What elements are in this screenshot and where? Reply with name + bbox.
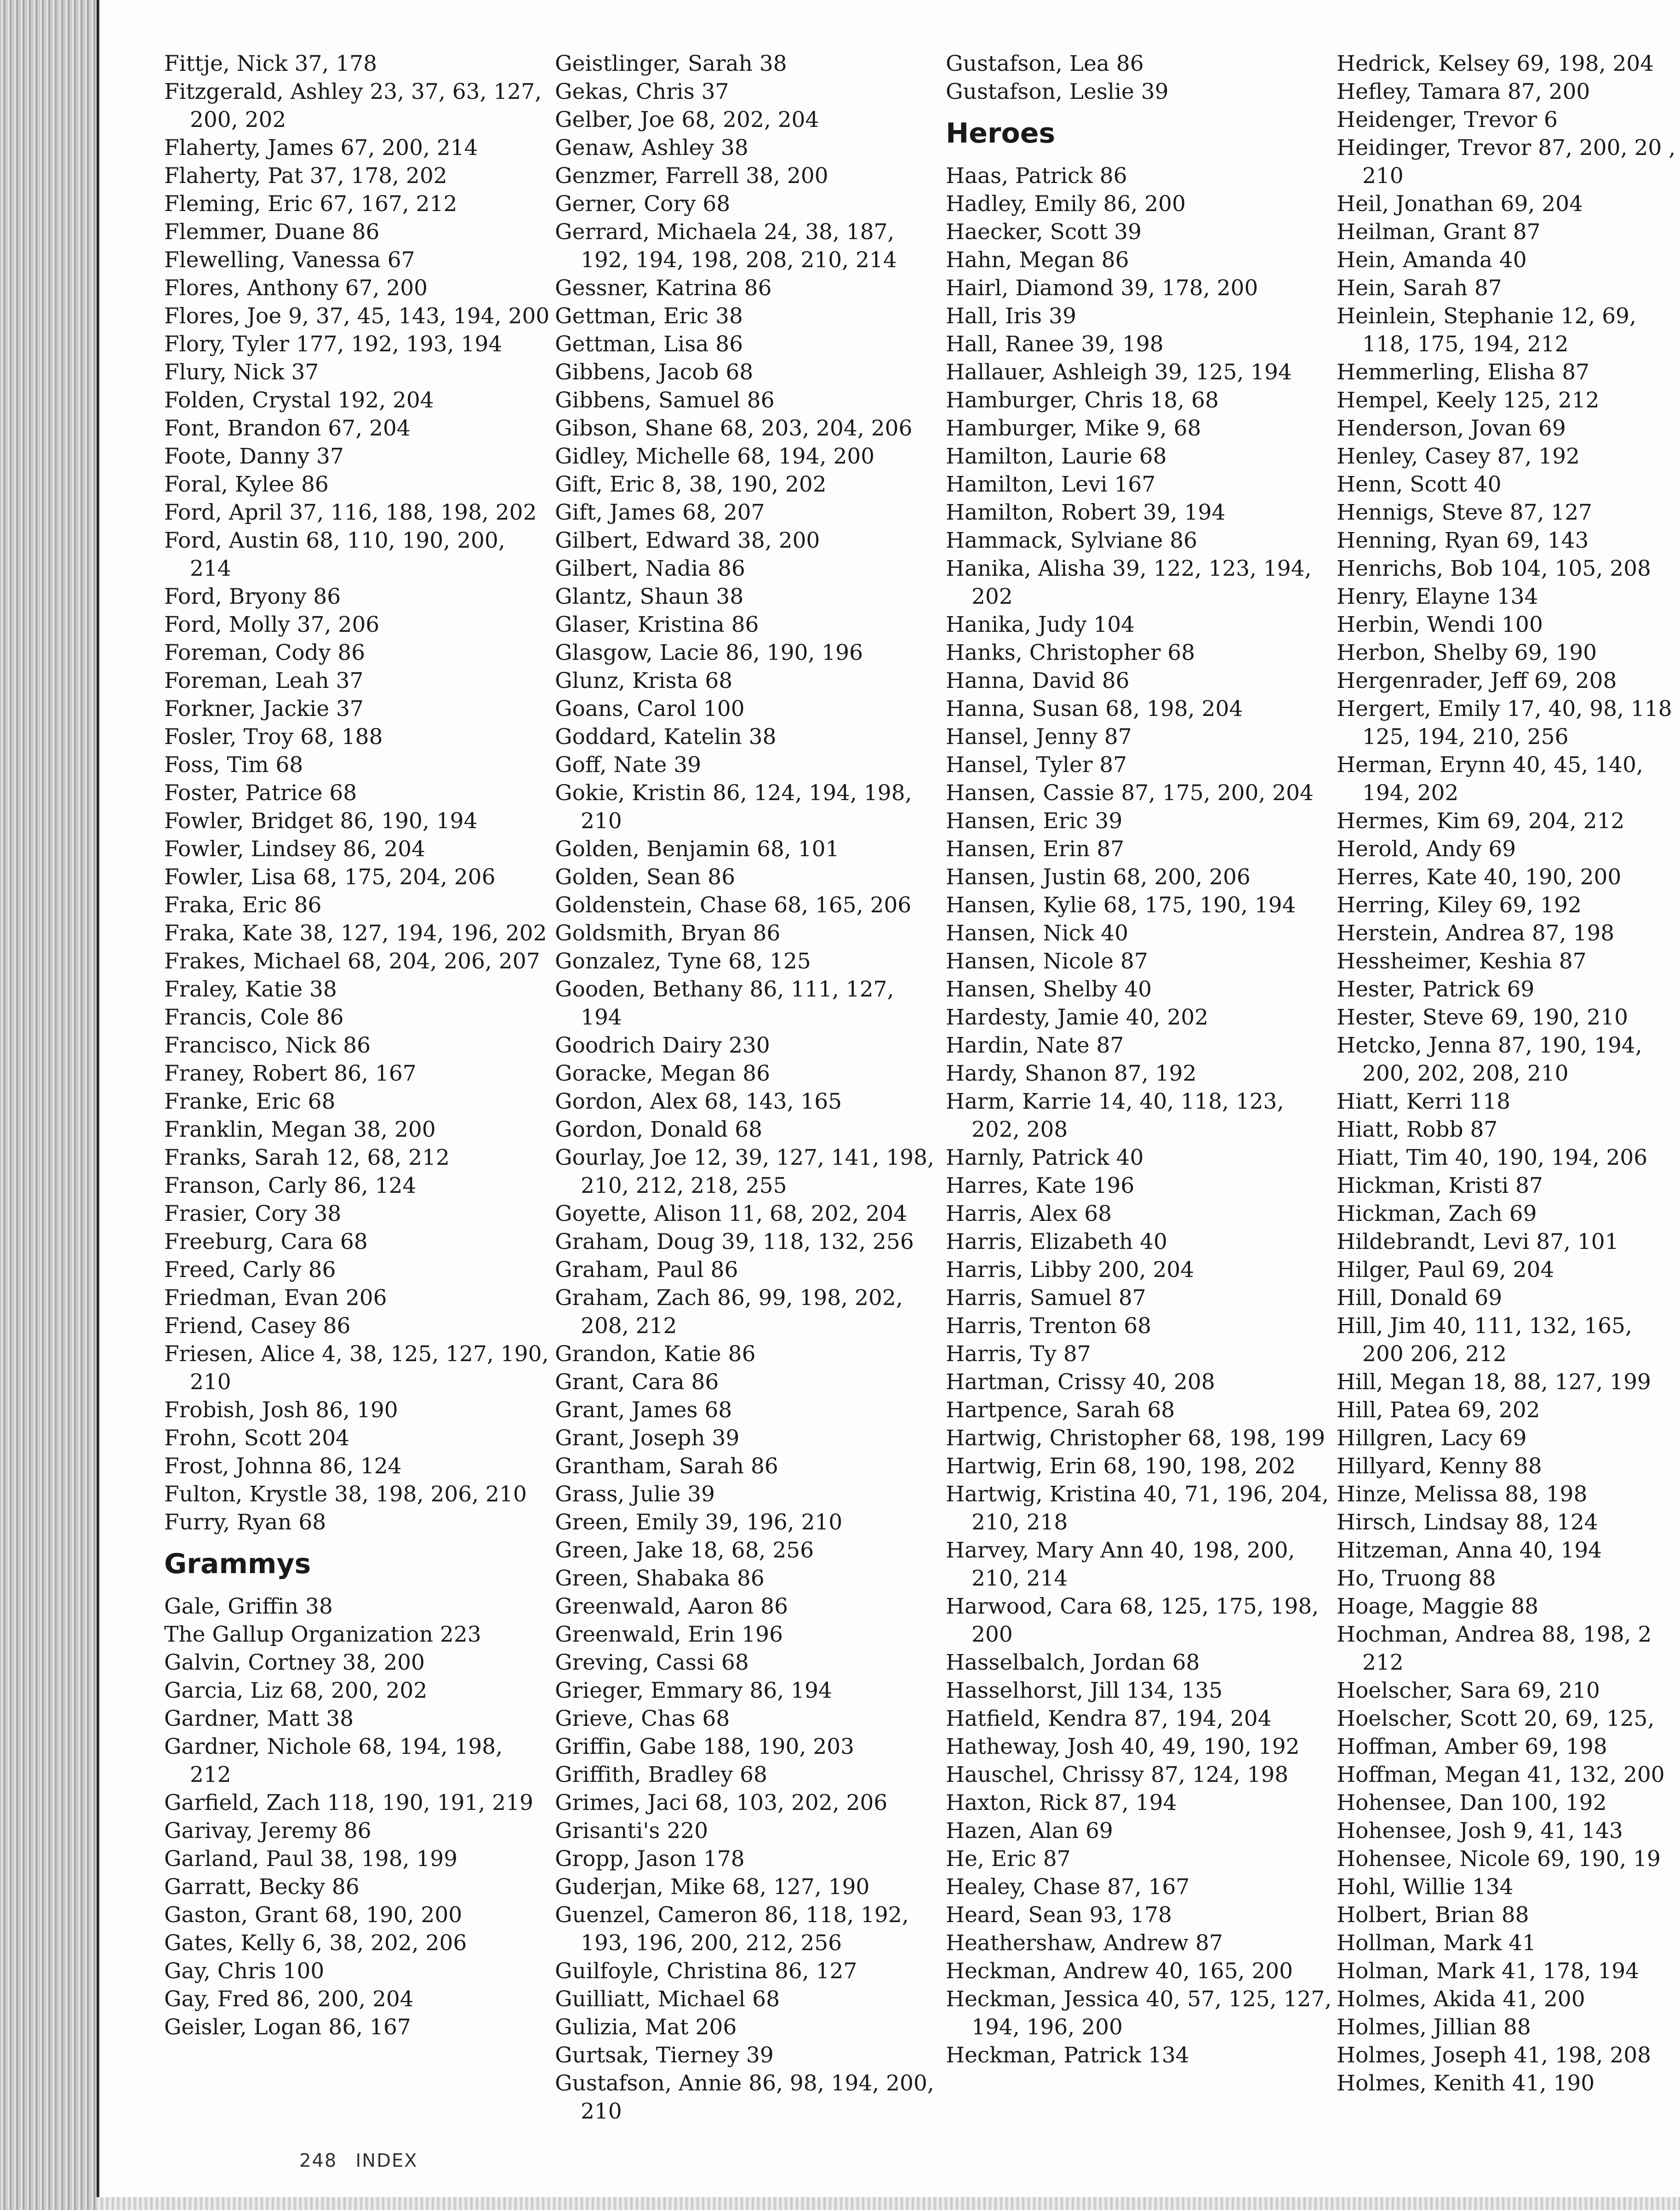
index-entry: Hansel, Jenny 87 (946, 724, 1132, 750)
index-entry: Heidinger, Trevor 87, 200, 20 , 210 (1337, 135, 1676, 189)
index-entry: Gibbens, Jacob 68 (555, 360, 754, 385)
index-entry: Hedrick, Kelsey 69, 198, 204 (1337, 51, 1654, 76)
index-entry: Henry, Elayne 134 (1337, 584, 1538, 609)
index-entry: Gustafson, Annie 86, 98, 194, 200, 210 (555, 2071, 934, 2124)
index-entry: Flory, Tyler 177, 192, 193, 194 (164, 332, 503, 357)
index-entry: Herstein, Andrea 87, 198 (1337, 921, 1615, 946)
index-entry: Frohn, Scott 204 (164, 1426, 350, 1451)
index-entry: Hempel, Keely 125, 212 (1337, 388, 1600, 413)
index-entry: Hansen, Shelby 40 (946, 977, 1152, 1002)
index-entry: Hohl, Willie 134 (1337, 1874, 1514, 1900)
index-entry: Haxton, Rick 87, 194 (946, 1790, 1177, 1815)
index-entry: Grieve, Chas 68 (555, 1706, 730, 1731)
index-entry: Hiatt, Tim 40, 190, 194, 206 (1337, 1145, 1648, 1170)
index-entry: Hoelscher, Sara 69, 210 (1337, 1678, 1600, 1703)
index-entry: Hermes, Kim 69, 204, 212 (1337, 808, 1625, 834)
index-entry: Friesen, Alice 4, 38, 125, 127, 190, 210 (164, 1341, 549, 1395)
index-entry: Gourlay, Joe 12, 39, 127, 141, 198, 210, 212, 218, 255 (555, 1145, 934, 1198)
index-entry: Hester, Patrick 69 (1337, 977, 1535, 1002)
index-entry: Foral, Kylee 86 (164, 472, 329, 497)
index-entry: Frobish, Josh 86, 190 (164, 1397, 398, 1423)
index-entry: Hillyard, Kenny 88 (1337, 1454, 1542, 1479)
index-entry: Geistlinger, Sarah 38 (555, 51, 787, 76)
index-entry: Herold, Andy 69 (1337, 836, 1516, 862)
index-entry: Harwood, Cara 68, 125, 175, 198, 200 (946, 1594, 1319, 1647)
page-edge (97, 2197, 1680, 2210)
index-entry: Goodrich Dairy 230 (555, 1033, 770, 1058)
index-entry: Harres, Kate 196 (946, 1173, 1135, 1198)
index-entry: Hartwig, Christopher 68, 198, 199 (946, 1426, 1326, 1451)
index-entry: Griffin, Gabe 188, 190, 203 (555, 1734, 854, 1759)
index-entry: Goldsmith, Bryan 86 (555, 921, 781, 946)
index-entry: Goyette, Alison 11, 68, 202, 204 (555, 1201, 907, 1226)
index-entry: Hein, Sarah 87 (1337, 275, 1502, 301)
index-entry: Gettman, Lisa 86 (555, 332, 743, 357)
index-entry: Hamburger, Chris 18, 68 (946, 388, 1219, 413)
index-entry: Greenwald, Erin 196 (555, 1622, 783, 1647)
index-entry: Hatheway, Josh 40, 49, 190, 192 (946, 1734, 1300, 1759)
index-entry: Freed, Carly 86 (164, 1257, 336, 1282)
index-entry: Gulizia, Mat 206 (555, 2015, 737, 2040)
index-entry: Fowler, Bridget 86, 190, 194 (164, 808, 478, 834)
index-entry: Fittje, Nick 37, 178 (164, 51, 377, 76)
index-entry: Hardin, Nate 87 (946, 1033, 1124, 1058)
index-entry: Gardner, Matt 38 (164, 1706, 354, 1731)
index-entry: Harm, Karrie 14, 40, 118, 123, 202, 208 (946, 1089, 1284, 1142)
index-entry: Hardy, Shanon 87, 192 (946, 1061, 1197, 1086)
index-entry: Flores, Anthony 67, 200 (164, 275, 428, 301)
index-entry: Haas, Patrick 86 (946, 163, 1127, 189)
index-entry: Guderjan, Mike 68, 127, 190 (555, 1874, 870, 1900)
index-entry: Heidenger, Trevor 6 (1337, 107, 1558, 132)
index-entry: Golden, Sean 86 (555, 865, 735, 890)
index-entry: Gekas, Chris 37 (555, 79, 729, 104)
index-entry: Franks, Sarah 12, 68, 212 (164, 1145, 450, 1170)
index-entry: Harris, Alex 68 (946, 1201, 1112, 1226)
index-entry: Harris, Samuel 87 (946, 1285, 1146, 1311)
index-entry: Hamilton, Levi 167 (946, 472, 1156, 497)
index-page (99, 0, 1680, 2197)
index-entry: Gustafson, Lea 86 (946, 51, 1144, 76)
index-entry: Flaherty, James 67, 200, 214 (164, 135, 478, 160)
index-column-1 (164, 50, 550, 2041)
index-entry: Haecker, Scott 39 (946, 219, 1142, 245)
index-entry: Hill, Patea 69, 202 (1337, 1397, 1540, 1423)
index-entry: Foss, Tim 68 (164, 752, 303, 778)
index-entry: Hartpence, Sarah 68 (946, 1397, 1175, 1423)
index-entry: Francis, Cole 86 (164, 1005, 344, 1030)
index-entry: Heckman, Patrick 134 (946, 2043, 1189, 2068)
index-entry: Herres, Kate 40, 190, 200 (1337, 865, 1622, 890)
index-entry: Flemmer, Duane 86 (164, 219, 380, 245)
index-entry: Hanika, Judy 104 (946, 612, 1135, 637)
index-entry: He, Eric 87 (946, 1846, 1071, 1872)
index-entry: Gibson, Shane 68, 203, 204, 206 (555, 416, 913, 441)
index-entry: Henning, Ryan 69, 143 (1337, 528, 1589, 553)
index-entry: Hetcko, Jenna 87, 190, 194, 200, 202, 208, 210 (1337, 1033, 1642, 1086)
index-entry: Hochman, Andrea 88, 198, 2 212 (1337, 1622, 1652, 1675)
index-entry: Hahn, Megan 86 (946, 247, 1129, 273)
index-entry: Hitzeman, Anna 40, 194 (1337, 1538, 1602, 1563)
index-entry: Hanks, Christopher 68 (946, 640, 1195, 665)
index-entry: Fitzgerald, Ashley 23, 37, 63, 127, 200, 202 (164, 79, 542, 132)
index-entry: Garivay, Jeremy 86 (164, 1818, 371, 1844)
index-entry: Franson, Carly 86, 124 (164, 1173, 417, 1198)
index-entry: Heinlein, Stephanie 12, 69, 118, 175, 194, 212 (1337, 303, 1636, 357)
index-entry: Folden, Crystal 192, 204 (164, 388, 434, 413)
index-entry: Harnly, Patrick 40 (946, 1145, 1144, 1170)
index-entry: Holbert, Brian 88 (1337, 1902, 1529, 1928)
index-entry: Glunz, Krista 68 (555, 668, 733, 693)
index-entry: Hall, Iris 39 (946, 303, 1076, 329)
index-entry: Gilbert, Edward 38, 200 (555, 528, 820, 553)
index-entry: Herbon, Shelby 69, 190 (1337, 640, 1597, 665)
index-entry: Hanna, David 86 (946, 668, 1130, 693)
index-entry: Flores, Joe 9, 37, 45, 143, 194, 200 (164, 303, 550, 329)
index-entry: Green, Emily 39, 196, 210 (555, 1510, 843, 1535)
index-entry: Hansen, Cassie 87, 175, 200, 204 (946, 780, 1314, 806)
index-entry: Gropp, Jason 178 (555, 1846, 745, 1872)
index-entry: Geisler, Logan 86, 167 (164, 2015, 411, 2040)
index-entry: Herring, Kiley 69, 192 (1337, 893, 1582, 918)
index-entry: Hohensee, Josh 9, 41, 143 (1337, 1818, 1623, 1844)
index-entry: Graham, Paul 86 (555, 1257, 738, 1282)
index-entry: Hansen, Erin 87 (946, 836, 1125, 862)
index-entry: Hansen, Kylie 68, 175, 190, 194 (946, 893, 1296, 918)
index-entry: Hein, Amanda 40 (1337, 247, 1527, 273)
index-entry: Hazen, Alan 69 (946, 1818, 1113, 1844)
index-entry: Hickman, Kristi 87 (1337, 1173, 1543, 1198)
index-entry: Garratt, Becky 86 (164, 1874, 360, 1900)
page-footer (299, 2150, 436, 2171)
index-entry: Grant, Joseph 39 (555, 1426, 740, 1451)
index-entry: Glantz, Shaun 38 (555, 584, 744, 609)
index-entry: Gibbens, Samuel 86 (555, 388, 775, 413)
index-entry: Friedman, Evan 206 (164, 1285, 387, 1311)
index-entry: Hessheimer, Keshia 87 (1337, 949, 1587, 974)
index-entry: Holmes, Jillian 88 (1337, 2015, 1531, 2040)
index-entry: Goans, Carol 100 (555, 696, 745, 721)
index-entry: Hardesty, Jamie 40, 202 (946, 1005, 1209, 1030)
index-entry: Holmes, Akida 41, 200 (1337, 1987, 1585, 2012)
index-entry: Hildebrandt, Levi 87, 101 (1337, 1229, 1619, 1254)
index-entry: Grass, Julie 39 (555, 1482, 715, 1507)
index-entry: Hergenrader, Jeff 69, 208 (1337, 668, 1617, 693)
index-entry: Ford, April 37, 116, 188, 198, 202 (164, 500, 537, 525)
index-entry: Hohensee, Dan 100, 192 (1337, 1790, 1607, 1815)
index-entry: Gardner, Nichole 68, 194, 198, 212 (164, 1734, 503, 1787)
index-entry: Healey, Chase 87, 167 (946, 1874, 1190, 1900)
index-entry: Grantham, Sarah 86 (555, 1454, 778, 1479)
index-entry: Flewelling, Vanessa 67 (164, 247, 415, 273)
index-entry: Gay, Chris 100 (164, 1958, 325, 1984)
index-entry: Hollman, Mark 41 (1337, 1930, 1536, 1956)
index-entry: Harris, Trenton 68 (946, 1313, 1152, 1339)
index-entry: Hickman, Zach 69 (1337, 1201, 1537, 1226)
index-entry: Hoffman, Megan 41, 132, 200 (1337, 1762, 1665, 1787)
index-entry: Hansel, Tyler 87 (946, 752, 1127, 778)
index-entry: Fleming, Eric 67, 167, 212 (164, 191, 457, 217)
index-entry: Hall, Ranee 39, 198 (946, 332, 1164, 357)
index-entry: Fowler, Lisa 68, 175, 204, 206 (164, 865, 496, 890)
index-column-4 (1337, 50, 1677, 2097)
index-entry: Gale, Griffin 38 (164, 1594, 333, 1619)
index-entry: Hillgren, Lacy 69 (1337, 1426, 1527, 1451)
index-column-2 (555, 50, 941, 2125)
index-entry: Hoffman, Amber 69, 198 (1337, 1734, 1607, 1759)
index-entry: Herman, Erynn 40, 45, 140, 194, 202 (1337, 752, 1643, 806)
index-entry: Gift, Eric 8, 38, 190, 202 (555, 472, 827, 497)
index-entry: Flaherty, Pat 37, 178, 202 (164, 163, 447, 189)
index-entry: Glaser, Kristina 86 (555, 612, 759, 637)
index-entry: Hiatt, Robb 87 (1337, 1117, 1498, 1142)
index-entry: Grimes, Jaci 68, 103, 202, 206 (555, 1790, 888, 1815)
index-entry: Franke, Eric 68 (164, 1089, 336, 1114)
index-entry: Hanika, Alisha 39, 122, 123, 194, 202 (946, 556, 1312, 609)
index-entry: Forkner, Jackie 37 (164, 696, 364, 721)
index-entry: Hiatt, Kerri 118 (1337, 1089, 1510, 1114)
index-entry: Green, Shabaka 86 (555, 1566, 765, 1591)
index-entry: Foreman, Cody 86 (164, 640, 365, 665)
index-entry: Harris, Elizabeth 40 (946, 1229, 1167, 1254)
section-heading: Grammys (164, 1548, 311, 1580)
index-entry: Garland, Paul 38, 198, 199 (164, 1846, 458, 1872)
index-entry: Fowler, Lindsey 86, 204 (164, 836, 426, 862)
index-entry: Golden, Benjamin 68, 101 (555, 836, 840, 862)
section-heading: Heroes (946, 117, 1056, 149)
index-entry: Gettman, Eric 38 (555, 303, 743, 329)
index-entry: Hilger, Paul 69, 204 (1337, 1257, 1554, 1282)
index-entry: Fosler, Troy 68, 188 (164, 724, 383, 750)
index-entry: Goldenstein, Chase 68, 165, 206 (555, 893, 912, 918)
index-entry: Gustafson, Leslie 39 (946, 79, 1169, 104)
index-entry: Grisanti's 220 (555, 1818, 709, 1844)
index-entry: Hester, Steve 69, 190, 210 (1337, 1005, 1628, 1030)
index-entry: Freeburg, Cara 68 (164, 1229, 368, 1254)
index-entry: Hennigs, Steve 87, 127 (1337, 500, 1593, 525)
index-entry: Hansen, Nicole 87 (946, 949, 1148, 974)
index-entry: Hamilton, Laurie 68 (946, 444, 1167, 469)
index-entry: Fulton, Krystle 38, 198, 206, 210 (164, 1482, 527, 1507)
index-entry: Franey, Robert 86, 167 (164, 1061, 417, 1086)
index-entry: Hartman, Crissy 40, 208 (946, 1369, 1215, 1395)
index-entry: Green, Jake 18, 68, 256 (555, 1538, 814, 1563)
index-entry: Guilliatt, Michael 68 (555, 1987, 780, 2012)
index-entry: Hemmerling, Elisha 87 (1337, 360, 1590, 385)
index-entry: Hasselbalch, Jordan 68 (946, 1650, 1200, 1675)
index-entry: Heckman, Jessica 40, 57, 125, 127, 194, 196, 200 (946, 1987, 1332, 2040)
index-entry: Hirsch, Lindsay 88, 124 (1337, 1510, 1598, 1535)
index-entry: Genaw, Ashley 38 (555, 135, 749, 160)
index-entry: Heard, Sean 93, 178 (946, 1902, 1172, 1928)
index-entry: Friend, Casey 86 (164, 1313, 351, 1339)
index-entry: Gordon, Donald 68 (555, 1117, 762, 1142)
page-number: 248 (299, 2150, 337, 2171)
index-entry: Hansen, Eric 39 (946, 808, 1123, 834)
index-entry: Hadley, Emily 86, 200 (946, 191, 1186, 217)
index-entry: Garcia, Liz 68, 200, 202 (164, 1678, 428, 1703)
index-entry: Ford, Molly 37, 206 (164, 612, 380, 637)
index-entry: Heilman, Grant 87 (1337, 219, 1541, 245)
index-entry: Galvin, Cortney 38, 200 (164, 1650, 425, 1675)
index-entry: Franklin, Megan 38, 200 (164, 1117, 436, 1142)
index-entry: Goff, Nate 39 (555, 752, 702, 778)
index-entry: Greenwald, Aaron 86 (555, 1594, 788, 1619)
index-entry: Hill, Donald 69 (1337, 1285, 1503, 1311)
index-entry: Gidley, Michelle 68, 194, 200 (555, 444, 875, 469)
index-entry: Griffith, Bradley 68 (555, 1762, 767, 1787)
index-entry: Hamilton, Robert 39, 194 (946, 500, 1226, 525)
index-entry: Herbin, Wendi 100 (1337, 612, 1543, 637)
index-entry: Fraley, Katie 38 (164, 977, 337, 1002)
index-entry: Grant, Cara 86 (555, 1369, 719, 1395)
index-entry: Gift, James 68, 207 (555, 500, 765, 525)
index-entry: Heil, Jonathan 69, 204 (1337, 191, 1583, 217)
index-entry: Gelber, Joe 68, 202, 204 (555, 107, 819, 132)
index-entry: Greving, Cassi 68 (555, 1650, 749, 1675)
index-entry: Harvey, Mary Ann 40, 198, 200, 210, 214 (946, 1538, 1295, 1591)
index-entry: Henderson, Jovan 69 (1337, 416, 1566, 441)
index-entry: Hatfield, Kendra 87, 194, 204 (946, 1706, 1272, 1731)
index-entry: Gurtsak, Tierney 39 (555, 2043, 774, 2068)
index-entry: Gessner, Katrina 86 (555, 275, 772, 301)
index-entry: Hallauer, Ashleigh 39, 125, 194 (946, 360, 1292, 385)
index-entry: Fraka, Kate 38, 127, 194, 196, 202 (164, 921, 547, 946)
index-entry: Gay, Fred 86, 200, 204 (164, 1987, 414, 2012)
index-entry: Hoelscher, Scott 20, 69, 125, (1337, 1706, 1655, 1731)
index-entry: Heathershaw, Andrew 87 (946, 1930, 1223, 1956)
index-entry: Francisco, Nick 86 (164, 1033, 371, 1058)
index-entry: Hartwig, Kristina 40, 71, 196, 204, 210, 218 (946, 1482, 1329, 1535)
index-entry: Gokie, Kristin 86, 124, 194, 198, 210 (555, 780, 912, 834)
index-entry: Hinze, Melissa 88, 198 (1337, 1482, 1588, 1507)
index-entry: Holman, Mark 41, 178, 194 (1337, 1958, 1640, 1984)
index-entry: Henn, Scott 40 (1337, 472, 1502, 497)
index-entry: Hohensee, Nicole 69, 190, 19 (1337, 1846, 1661, 1872)
index-entry: Hill, Megan 18, 88, 127, 199 (1337, 1369, 1651, 1395)
index-entry: Holmes, Joseph 41, 198, 208 (1337, 2043, 1651, 2068)
index-entry: Gaston, Grant 68, 190, 200 (164, 1902, 463, 1928)
index-entry: Ford, Bryony 86 (164, 584, 341, 609)
index-column-3 (946, 50, 1332, 2069)
index-entry: Hamburger, Mike 9, 68 (946, 416, 1201, 441)
index-entry: Furry, Ryan 68 (164, 1510, 326, 1535)
index-entry: Guilfoyle, Christina 86, 127 (555, 1958, 857, 1984)
index-entry: Hansen, Justin 68, 200, 206 (946, 865, 1251, 890)
index-entry: Glasgow, Lacie 86, 190, 196 (555, 640, 863, 665)
index-entry: Grieger, Emmary 86, 194 (555, 1678, 832, 1703)
index-entry: Harris, Ty 87 (946, 1341, 1091, 1367)
index-entry: Ho, Truong 88 (1337, 1566, 1496, 1591)
book-binding (0, 0, 99, 2210)
index-entry: Hanna, Susan 68, 198, 204 (946, 696, 1243, 721)
index-entry: Hauschel, Chrissy 87, 124, 198 (946, 1762, 1289, 1787)
index-entry: Holmes, Kenith 41, 190 (1337, 2071, 1595, 2096)
index-entry: Hoage, Maggie 88 (1337, 1594, 1538, 1619)
index-entry: Hairl, Diamond 39, 178, 200 (946, 275, 1258, 301)
index-entry: Flury, Nick 37 (164, 360, 319, 385)
index-entry: Foreman, Leah 37 (164, 668, 364, 693)
index-entry: Hammack, Sylviane 86 (946, 528, 1198, 553)
index-entry: The Gallup Organization 223 (164, 1622, 481, 1647)
index-entry: Frakes, Michael 68, 204, 206, 207 (164, 949, 540, 974)
index-entry: Henrichs, Bob 104, 105, 208 (1337, 556, 1651, 581)
index-entry: Hansen, Nick 40 (946, 921, 1129, 946)
index-entry: Hefley, Tamara 87, 200 (1337, 79, 1590, 104)
index-entry: Ford, Austin 68, 110, 190, 200, 214 (164, 528, 505, 581)
index-entry: Henley, Casey 87, 192 (1337, 444, 1580, 469)
index-entry: Gonzalez, Tyne 68, 125 (555, 949, 811, 974)
index-entry: Gordon, Alex 68, 143, 165 (555, 1089, 842, 1114)
index-entry: Foster, Patrice 68 (164, 780, 357, 806)
index-entry: Harris, Libby 200, 204 (946, 1257, 1194, 1282)
index-entry: Genzmer, Farrell 38, 200 (555, 163, 829, 189)
index-entry: Grant, James 68 (555, 1397, 732, 1423)
index-entry: Gerrard, Michaela 24, 38, 187, 192, 194, 198, 208, 210, 214 (555, 219, 897, 273)
index-entry: Graham, Zach 86, 99, 198, 202, 208, 212 (555, 1285, 903, 1339)
index-entry: Goracke, Megan 86 (555, 1061, 770, 1086)
index-entry: Grandon, Katie 86 (555, 1341, 756, 1367)
index-entry: Foote, Danny 37 (164, 444, 344, 469)
index-entry: Hergert, Emily 17, 40, 98, 118 125, 194, 210, 256 (1337, 696, 1672, 750)
index-entry: Goddard, Katelin 38 (555, 724, 777, 750)
index-entry: Frost, Johnna 86, 124 (164, 1454, 402, 1479)
index-entry: Gooden, Bethany 86, 111, 127, 194 (555, 977, 894, 1030)
index-entry: Hasselhorst, Jill 134, 135 (946, 1678, 1223, 1703)
index-entry: Fraka, Eric 86 (164, 893, 322, 918)
index-entry: Frasier, Cory 38 (164, 1201, 342, 1226)
index-entry: Gilbert, Nadia 86 (555, 556, 745, 581)
index-entry: Graham, Doug 39, 118, 132, 256 (555, 1229, 914, 1254)
section-label: INDEX (355, 2150, 418, 2171)
index-entry: Gerner, Cory 68 (555, 191, 731, 217)
index-entry: Hill, Jim 40, 111, 132, 165, 200 206, 212 (1337, 1313, 1632, 1367)
index-entry: Heckman, Andrew 40, 165, 200 (946, 1958, 1293, 1984)
index-entry: Garfield, Zach 118, 190, 191, 219 (164, 1790, 533, 1815)
index-entry: Guenzel, Cameron 86, 118, 192, 193, 196, 200, 212, 256 (555, 1902, 909, 1956)
index-entry: Font, Brandon 67, 204 (164, 416, 411, 441)
index-entry: Gates, Kelly 6, 38, 202, 206 (164, 1930, 467, 1956)
index-entry: Hartwig, Erin 68, 190, 198, 202 (946, 1454, 1296, 1479)
